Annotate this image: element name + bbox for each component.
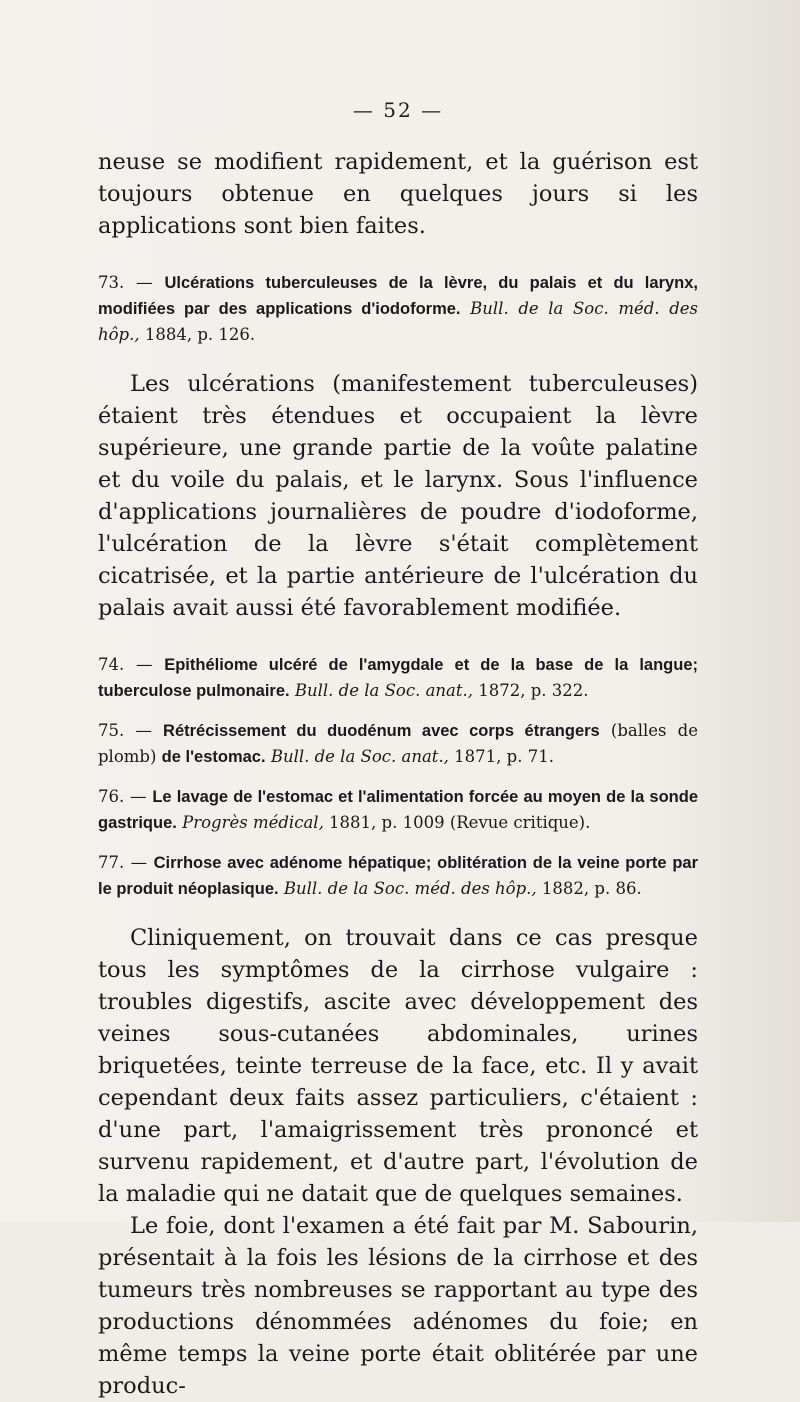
entry-number: 75. — bbox=[98, 721, 164, 740]
entry-title-continued: de l'estomac. bbox=[161, 748, 266, 766]
entry-tail: 1881, p. 1009 (Revue critique). bbox=[323, 813, 591, 832]
entry-reference: Progrès médical, bbox=[182, 813, 324, 832]
entry-tail: 1872, p. 322. bbox=[473, 681, 589, 700]
entry-title: Rétrécissement du duodénum avec corps étrangers bbox=[163, 722, 600, 740]
entry-reference: Bull. de la Soc. anat., bbox=[270, 747, 449, 766]
bibliography-entry-76 bbox=[98, 784, 698, 836]
entry-tail: 1871, p. 71. bbox=[448, 747, 554, 766]
bibliography-entry-74 bbox=[98, 652, 698, 704]
entry-number: 74. — bbox=[98, 655, 165, 674]
entry-title: Cirrhose avec adénome hépatique; oblitération de la veine porte par le produit néoplasique. bbox=[98, 854, 699, 898]
entry-reference: Bull. de la Soc. méd. des hôp., bbox=[98, 299, 698, 344]
entry-tail: 1884, p. 126. bbox=[139, 325, 256, 344]
paragraph-77-clinical: Cliniquement, on trouvait dans ce cas presque tous les symptômes de la cirrhose vulgaire : troubles digestifs, ascite avec développement des veines sous-cutanées abdominales, urines briquetées, teinte terreuse de la face, etc. Il y avait cependant deux faits assez particuliers, c'étaient : d'une part, l'amaigrissement très prononcé et survenu rapidement, et d'autre part, l'évolution de la maladie qui ne datait que de quelques semaines. bbox=[98, 925, 698, 1207]
paragraph-77-liver: Le foie, dont l'examen a été fait par M. Sabourin, présentait à la fois les lésions de la cirrhose et des tumeurs très nombreuses se rapportant au type des productions dénommées adénomes du foie; en même temps la veine porte était oblitérée par une produc- bbox=[98, 1213, 698, 1399]
entry-number: 76. — bbox=[98, 787, 153, 806]
top-paragraph: neuse se modifient rapidement, et la guérison est toujours obtenue en quelques jours si les applications sont bien faites. bbox=[98, 149, 698, 239]
entry-title: Le lavage de l'estomac et l'alimentation forcée au moyen de la sonde gastrique. bbox=[98, 788, 698, 832]
entry-reference: Bull. de la Soc. anat., bbox=[294, 681, 473, 700]
page-number: — 52 — bbox=[352, 98, 444, 122]
bibliography-entry-75 bbox=[98, 718, 698, 770]
entry-reference: Bull. de la Soc. méd. des hôp., bbox=[283, 879, 537, 898]
bibliography-entry-77 bbox=[98, 850, 698, 902]
entry-number: 73. — bbox=[98, 273, 165, 292]
entry-extra: (balles de plomb) bbox=[98, 721, 698, 766]
entry-title: Epithéliome ulcéré de l'amygdale et de la base de la langue; tuberculose pulmonaire. bbox=[98, 656, 698, 700]
page-content bbox=[98, 98, 698, 1402]
paragraph-73: Les ulcérations (manifestement tuberculeuses) étaient très étendues et occupaient la lèvre supérieure, une grande partie de la voûte palatine et du voile du palais, et le larynx. Sous l'influence d'applications journalières de poudre d'iodoforme, l'ulcération de la lèvre s'était complètement cicatrisée, et la partie antérieure de l'ulcération du palais avait aussi été favorablement modifiée. bbox=[98, 371, 698, 621]
entry-tail: 1882, p. 86. bbox=[536, 879, 642, 898]
entry-number: 77. — bbox=[98, 853, 154, 872]
entry-title: Ulcérations tuberculeuses de la lèvre, du palais et du larynx, modifiées par des applications d'iodoforme. bbox=[98, 274, 699, 318]
bibliography-entry-73 bbox=[98, 270, 698, 348]
